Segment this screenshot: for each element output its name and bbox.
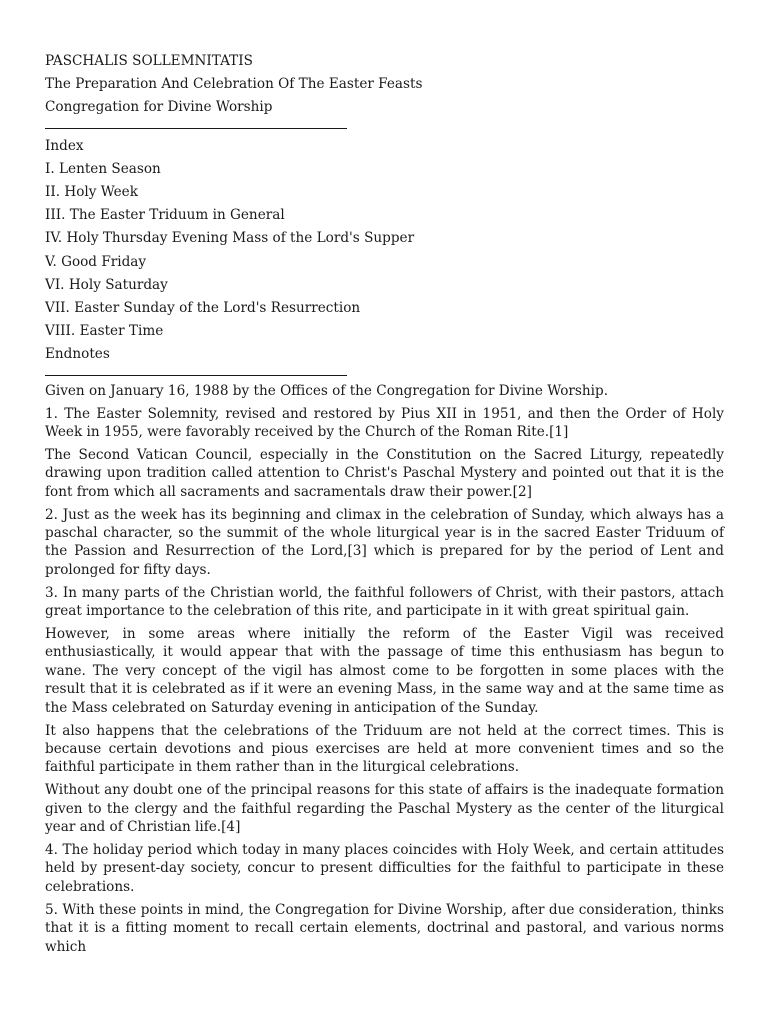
divider-bottom [45,375,347,376]
divider-top [45,128,347,129]
index-item-easter-sunday[interactable]: VII. Easter Sunday of the Lord's Resurrection [45,300,361,317]
index-item-endnotes[interactable]: Endnotes [45,346,110,363]
document-page [45,50,724,960]
paragraph: Without any doubt one of the principal reasons for this state of affairs is the inadequate formation given to the clergy and the faithful regarding the Paschal Mystery as the center of the liturgical year and of Christian life.[4] [45,782,724,836]
paragraph: It also happens that the celebrations of the Triduum are not held at the correct times. This is because certain devotions and pious exercises are held at more convenient times and so the faithful participate in them rather than in the liturgical celebrations. [45,722,724,776]
document-title: PASCHALIS SOLLEMNITATIS [45,53,253,69]
paragraph: 3. In many parts of the Christian world, the faithful followers of Christ, with their pastors, attach great importance to the celebration of this rite, and participate in it with great spiritual gain. [45,584,724,620]
document-issuer: Congregation for Divine Worship [45,99,273,116]
paragraph: The Second Vatican Council, especially in the Constitution on the Sacred Liturgy, repeatedly drawing upon tradition called attention to Christ's Paschal Mystery and pointed out that it is the font from which all sacraments and sacramentals draw their power.[2] [45,446,724,500]
index-item-easter-triduum[interactable]: III. The Easter Triduum in General [45,207,285,224]
document-subtitle: The Preparation And Celebration Of The Easter Feasts [45,76,423,93]
index-item-easter-time[interactable]: VIII. Easter Time [45,323,164,340]
index-item-holy-thursday[interactable]: IV. Holy Thursday Evening Mass of the Lord's Supper [45,230,415,247]
paragraph: However, in some areas where initially the reform of the Easter Vigil was received enthusiastically, it would appear that with the passage of time this enthusiasm has begun to wane. The very concept of the vigil has almost come to be forgotten in some places with the result that it is celebrated as if it were an evening Mass, in the same way and at the same time as the Mass celebrated on Saturday evening in anticipation of the Sunday. [45,626,724,716]
paragraph: 2. Just as the week has its beginning and climax in the celebration of Sunday, which always has a paschal character, so the summit of the whole liturgical year is in the sacred Easter Triduum of the Passion and Resurrection of the Lord,[3] which is prepared for by the period of Lent and prolonged for fifty days. [45,506,724,578]
index-item-lenten-season[interactable]: I. Lenten Season [45,160,161,177]
index-item-good-friday[interactable]: V. Good Friday [45,253,147,270]
paragraph: 1. The Easter Solemnity, revised and restored by Pius XII in 1951, and then the Order of Holy Week in 1955, were favorably received by the Church of the Roman Rite.[1] [45,405,724,440]
index-heading: Index [45,137,84,154]
index-item-holy-week[interactable]: II. Holy Week [45,184,138,201]
index-item-holy-saturday[interactable]: VI. Holy Saturday [45,276,168,293]
paragraph: 4. The holiday period which today in many places coincides with Holy Week, and certain attitudes held by present-day society, concur to present difficulties for the faithful to participate in these celebrations. [45,841,724,895]
given-date-line: Given on January 16, 1988 by the Offices of the Congregation for Divine Worship. [45,382,609,399]
paragraph: 5. With these points in mind, the Congregation for Divine Worship, after due consideration, thinks that it is a fitting moment to recall certain elements, doctrinal and pastoral, and various norms which [45,901,724,955]
